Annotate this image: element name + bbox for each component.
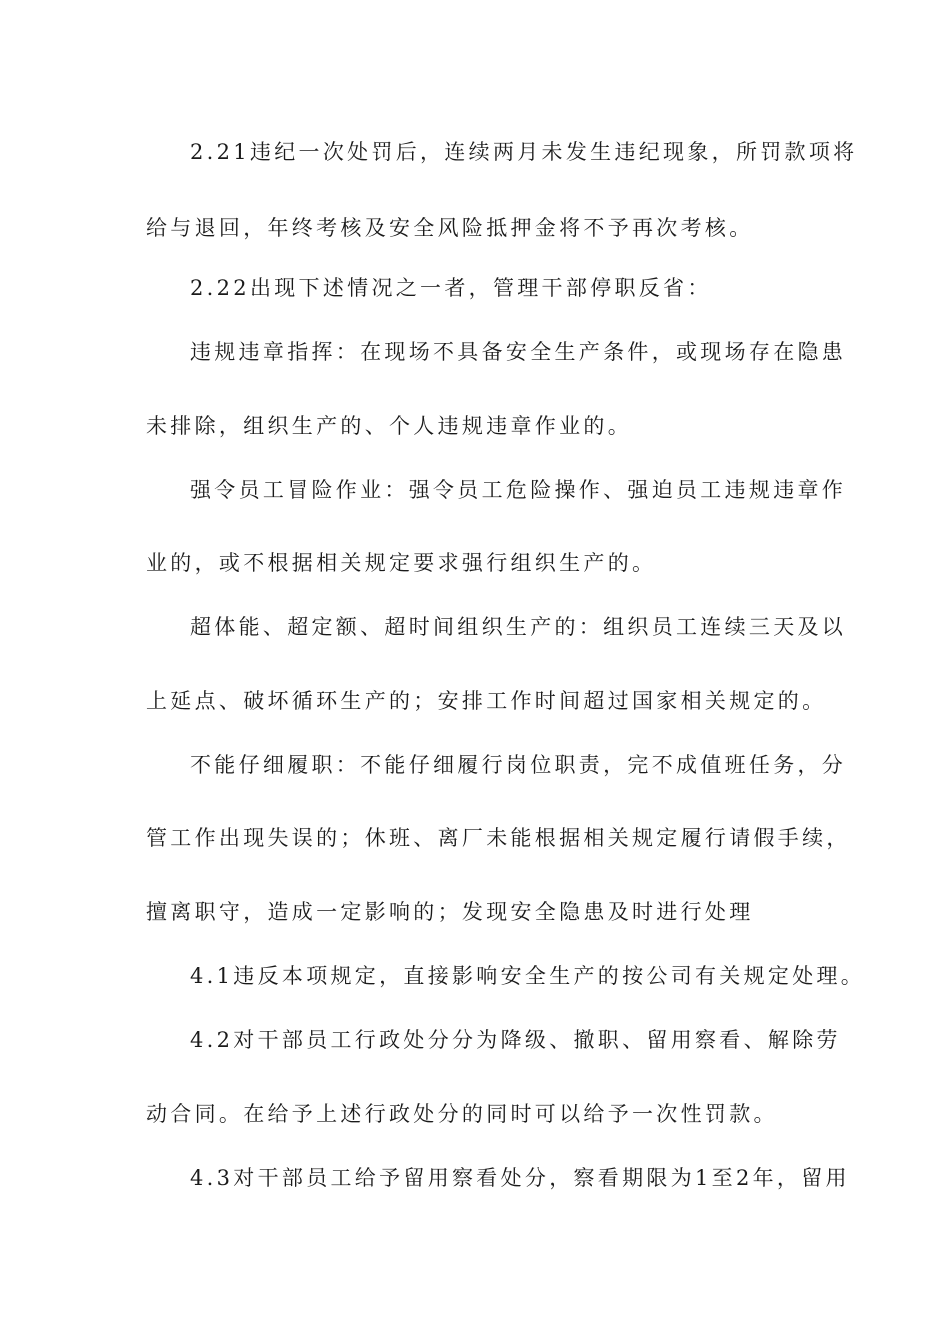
paragraph-duty-line-3: 擅离职守，造成一定影响的；发现安全隐患及时进行处理 [146, 900, 754, 924]
paragraph-overtime-line-2: 上延点、破坏循环生产的；安排工作时间超过国家相关规定的。 [146, 689, 827, 713]
paragraph-2-21-line-1: 2.21违纪一次处罚后，连续两月未发生违纪现象，所罚款项将 [190, 140, 858, 164]
paragraph-violation-command-line-1: 违规违章指挥：在现场不具备安全生产条件，或现场存在隐患 [190, 340, 847, 364]
paragraph-duty-line-2: 管工作出现失误的；休班、离厂未能根据相关规定履行请假手续， [146, 826, 851, 850]
paragraph-4-3-line-1: 4.3对干部员工给予留用察看处分，察看期限为1至2年，留用 [190, 1166, 850, 1190]
paragraph-2-22: 2.22出现下述情况之一者，管理干部停职反省： [190, 276, 712, 300]
paragraph-forced-risk-line-2: 业的，或不根据相关规定要求强行组织生产的。 [146, 551, 657, 575]
paragraph-forced-risk-line-1: 强令员工冒险作业：强令员工危险操作、强迫员工违规违章作 [190, 478, 847, 502]
paragraph-4-2-line-1: 4.2对干部员工行政处分分为降级、撤职、留用察看、解除劳 [190, 1028, 841, 1052]
paragraph-overtime-line-1: 超体能、超定额、超时间组织生产的：组织员工连续三天及以 [190, 615, 847, 639]
paragraph-2-21-line-2: 给与退回，年终考核及安全风险抵押金将不予再次考核。 [146, 216, 754, 240]
paragraph-4-1: 4.1违反本项规定，直接影响安全生产的按公司有关规定处理。 [190, 964, 866, 988]
paragraph-violation-command-line-2: 未排除，组织生产的、个人违规违章作业的。 [146, 414, 632, 438]
paragraph-4-2-line-2: 动合同。在给予上述行政处分的同时可以给予一次性罚款。 [146, 1102, 778, 1126]
paragraph-duty-line-1: 不能仔细履职：不能仔细履行岗位职责，完不成值班任务，分 [190, 753, 847, 777]
